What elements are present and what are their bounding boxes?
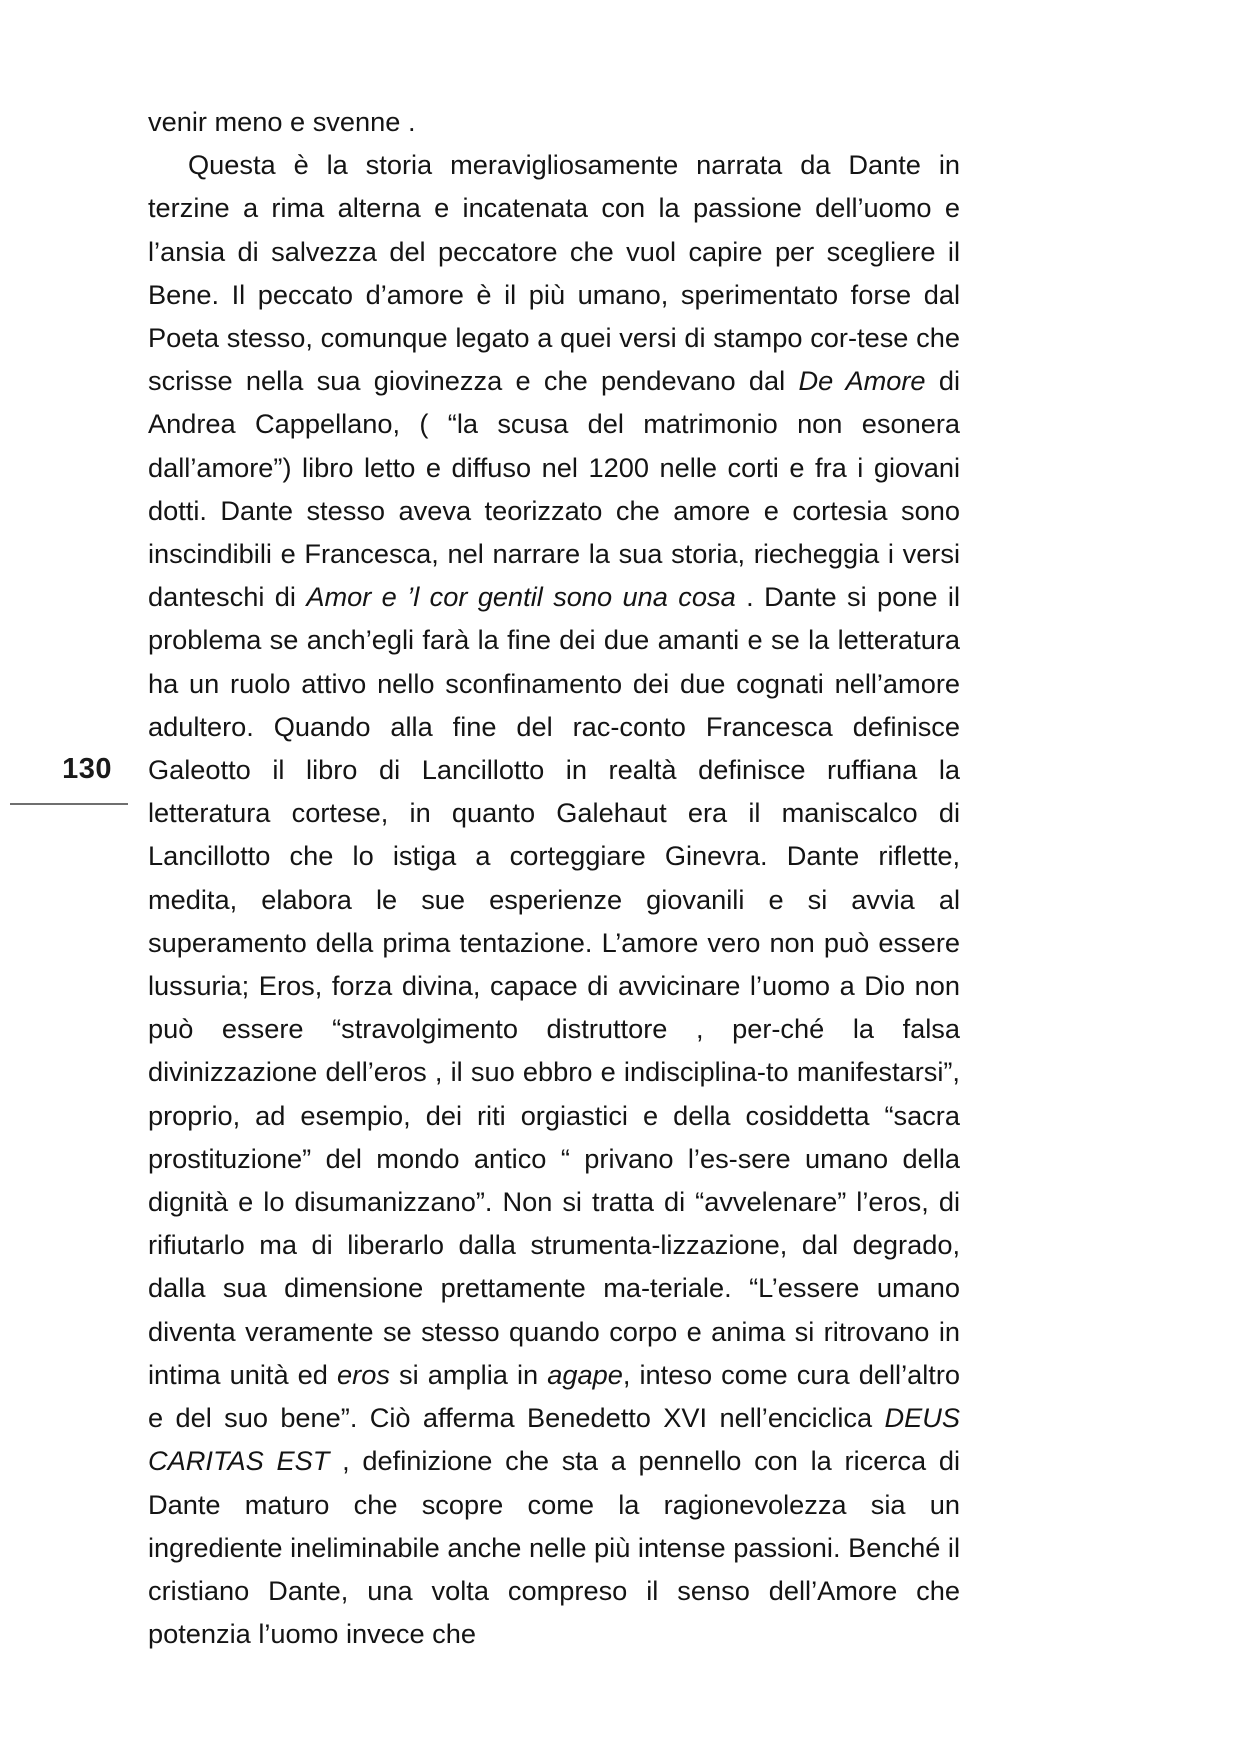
paragraph-continued bbox=[148, 100, 960, 143]
title-deus-caritas-est: DEUS CARITAS EST bbox=[148, 1402, 960, 1477]
text-run-6: , definizione che sta a pennello con la ricerca di Dante maturo che scopre come la ragionevolezza sia un ingrediente ineliminabile anche nelle più intense passioni. Benché il cristiano Dante, una volta compreso il senso dell’Amore che potenzia l’uomo invece che bbox=[148, 1445, 960, 1650]
folio-divider-rule bbox=[10, 803, 128, 805]
text-run-2: di Andrea Cappellano, ( “la scusa del matrimonio non esonera dall’amore”) libro letto e diffuso nel 1200 nelle corti e fra i giovani dotti. Dante stesso aveva teorizzato che amore e cortesia sono inscindibili e Francesca, nel narrare la sua storia, riecheggia i versi danteschi di bbox=[148, 365, 960, 613]
text-run-1: Questa è la storia meravigliosamente narrata da Dante in terzine a rima alterna e incatenata con la passione dell’uomo e l’ansia di salvezza del peccatore che vuol capire per scegliere il Bene. Il peccato d’amore è il più umano, sperimentato forse dal Poeta stesso, comunque legato a quei versi di stampo cor-​tese che scrisse nella sua giovinezza e che pendevano dal bbox=[148, 149, 960, 397]
term-agape: agape bbox=[547, 1358, 623, 1390]
text-run-4: si amplia in bbox=[389, 1358, 548, 1390]
body-text-column bbox=[148, 100, 960, 1655]
paragraph-continued-text: venir meno e svenne . bbox=[148, 106, 416, 137]
paragraph-main bbox=[148, 143, 960, 1655]
term-eros: eros bbox=[337, 1358, 390, 1390]
title-de-amore: De Amore bbox=[798, 365, 926, 397]
text-run-3: . Dante si pone il problema se anch’egli farà la fine dei due amanti e se la letteratura ha un ruolo attivo nello sconfinamento dei due cognati nell’amore adultero. Quando alla fine del rac-​conto Francesca definisce Galeotto il libro di Lancillotto in realtà definisce ruffiana la letteratura cortese, in quanto Galehaut era il maniscalco di Lancillotto che lo istiga a corteggiare Ginevra. Dante riflette, medita, elabora le sue esperienze giovanili e si avvia al superamento della prima tentazione. L’amore vero non può essere lussuria; Eros, forza divina, capace di avvicinare l’uomo a Dio non può essere “stravolgimento distruttore , per-​ché la falsa divinizzazione dell’eros , il suo ebbro e indisciplina-​to manifestarsi”, proprio, ad esempio, dei riti orgiastici e della cosiddetta “sacra prostituzione” del mondo antico “ privano l’es-​sere umano della dignità e lo disumanizzano”. Non si tratta di “avvelenare” l’eros, di rifiutarlo ma di liberarlo dalla strumenta-​lizzazione, dal degrado, dalla sua dimensione prettamente ma-​teriale. “L’essere umano diventa veramente se stesso quando corpo e anima si ritrovano in intima unità ed bbox=[148, 581, 960, 1390]
title-amor-e-l-cor-gentil: Amor e ’l cor gentil sono una cosa bbox=[306, 581, 736, 613]
page-folio-block bbox=[0, 755, 130, 805]
page-number: 130 bbox=[62, 753, 112, 785]
text-run-5: , inteso come cura dell’altro e del suo bene”. Ciò afferma Benedetto XVI nell’enciclica bbox=[148, 1358, 961, 1434]
